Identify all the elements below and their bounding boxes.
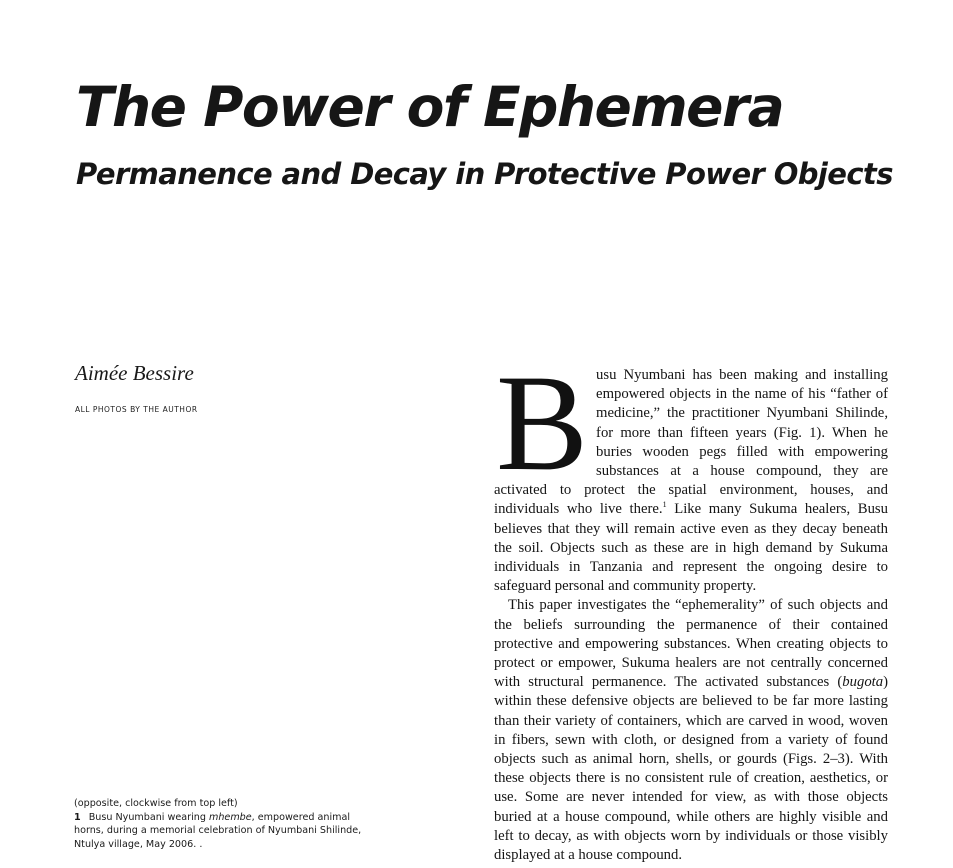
drop-cap: B: [496, 346, 589, 499]
caption-text-after: , empowered animal horns, during a memorial celebration of Nyumbani Shilinde, Ntulya village, May 2006. .: [74, 811, 362, 850]
article-body: [494, 346, 888, 865]
paragraph-2: [494, 596, 888, 865]
paragraph-2-text-a: This paper investigates the “ephemerality” of such objects and the beliefs surrounding the permanence of their contained protective and empowering substances. When creating objects to protect or empower, Sukuma healers are not centrally concerned with structural permanence. The activated substances (: [494, 597, 888, 691]
paragraph-1-text-b: Like many Sukuma healers, Busu believes that they will remain active even as they decay beneath the soil. Objects such as these are in high demand by Sukuma individuals in Tanzania and represent the ongoing desire to safeguard personal and community property.: [494, 501, 888, 595]
footnote-marker[interactable]: 1: [662, 500, 667, 510]
article-title: The Power of Ephemera: [76, 75, 784, 139]
paragraph-2-text-b: ) within these defensive objects are believed to be far more lasting than their variety of containers, which are carved in wood, woven in fibers, sewn with cloth, or designed from a variety of found objects such as animal horn, shells, or gourds (Figs. 2–3). With these objects there is no consistent rule of creation, aesthetics, or use. Some are never intended for view, as with those objects buried at a house compound, while others are highly visible and left to decay, as with objects worn by individuals or those visibly displayed at a house compound.: [494, 674, 888, 864]
photo-credit: ALL PHOTOS BY THE AUTHOR: [75, 405, 198, 414]
caption-number: 1: [74, 811, 81, 823]
paragraph-1-text-a: usu Nyumbani has been making and installing empowered objects in the name of his “father of medicine,” the practitioner Nyumbani Shilinde, for more than fifteen years (Fig. 1). When he buries wooden pegs filled with empowering substances at a house compound, they are activated to protect the spatial environment, houses, and individuals who live there.: [494, 367, 888, 518]
caption-body: [74, 811, 364, 852]
paragraph-2-term: bugota: [842, 674, 884, 691]
article-subtitle: Permanence and Decay in Protective Power Objects: [76, 157, 893, 191]
figure-caption: [74, 797, 364, 851]
caption-intro: (opposite, clockwise from top left): [74, 798, 238, 809]
author-name: Aimée Bessire: [75, 361, 194, 385]
paragraph-1: [494, 346, 888, 596]
caption-text-before: Busu Nyumbani wearing: [88, 811, 209, 823]
caption-italic-term: mhembe: [208, 811, 252, 823]
